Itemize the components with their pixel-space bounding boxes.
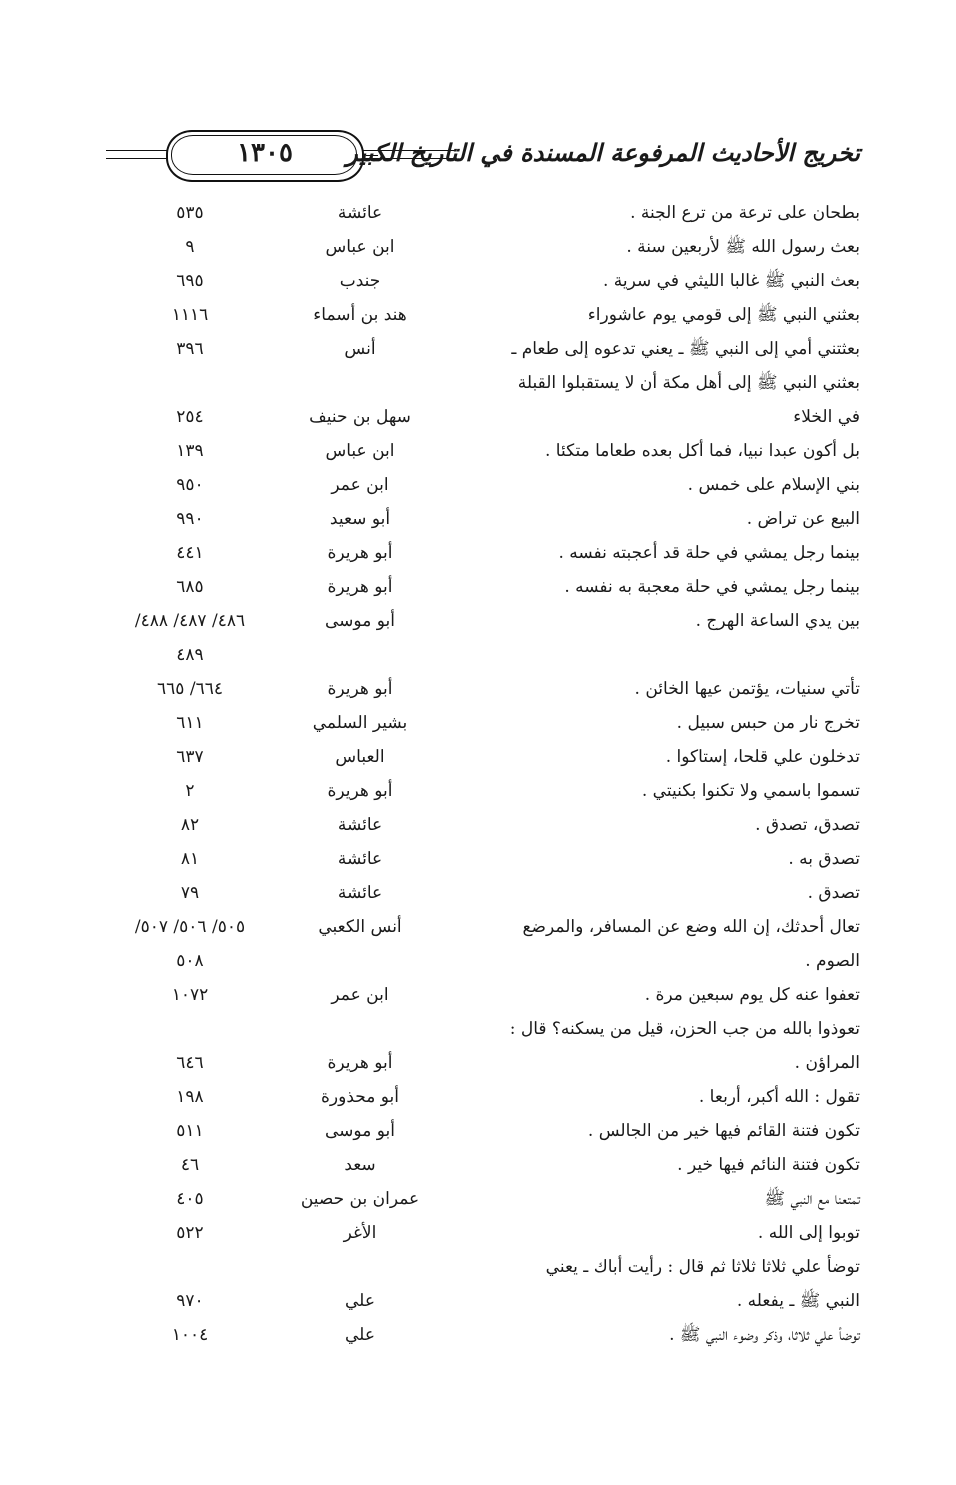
narrator-name: أبو هريرة — [327, 543, 393, 563]
narrator-name: ابن عمر — [331, 985, 389, 1005]
narrator-name: علي — [345, 1325, 375, 1345]
table-row — [100, 230, 860, 264]
narrator-name: عائشة — [337, 815, 383, 835]
hadith-reference-number: ٥١١ — [176, 1121, 204, 1141]
narrator-name: أبو هريرة — [327, 781, 393, 801]
hadith-reference-number: ١٠٧٢ — [171, 985, 209, 1005]
hadith-reference-number: ٩ — [185, 237, 195, 257]
table-row — [100, 1250, 860, 1284]
table-row — [100, 400, 860, 434]
table-row — [100, 1148, 860, 1182]
narrator-name: جندب — [339, 271, 381, 291]
table-row — [100, 1318, 860, 1352]
hadith-text: تكون فتنة القائم فيها خير من الجالس . — [587, 1121, 860, 1141]
table-row — [100, 298, 860, 332]
hadith-text: تصدق . — [807, 883, 860, 903]
hadith-reference-number: ٤٦ — [180, 1155, 200, 1175]
narrator-name: عائشة — [337, 883, 383, 903]
table-row — [100, 332, 860, 366]
table-row — [100, 1182, 860, 1216]
table-row — [100, 774, 860, 808]
hadith-reference-number: ٤٨٩ — [176, 645, 204, 665]
header-rule-left-top — [106, 150, 168, 151]
hadith-text: بني الإسلام على خمس . — [687, 475, 860, 495]
hadith-text: المراؤن . — [794, 1053, 860, 1073]
hadith-text: توضأ علي ثلاثا ثلاثا ثم قال : رأيت أباك ـ يعني — [545, 1257, 860, 1277]
table-row — [100, 366, 860, 400]
table-row — [100, 1284, 860, 1318]
narrator-name: أبو سعيد — [329, 509, 391, 529]
table-row — [100, 536, 860, 570]
table-row — [100, 808, 860, 842]
hadith-text: بين يدي الساعة الهرج . — [695, 611, 860, 631]
table-row — [100, 672, 860, 706]
table-row — [100, 1080, 860, 1114]
table-row — [100, 944, 860, 978]
hadith-reference-number: ٣٩٦ — [176, 339, 204, 359]
hadith-text: بينما رجل يمشي في حلة معجبة به نفسه . — [564, 577, 860, 597]
hadith-text: بعثني النبي ﷺ إلى أهل مكة أن لا يستقبلوا القبلة — [517, 373, 860, 393]
narrator-name: العباس — [335, 747, 385, 767]
narrator-name: علي — [345, 1291, 375, 1311]
hadith-reference-number: ١٣٩ — [176, 441, 204, 461]
hadith-reference-number: ٢٥٤ — [176, 407, 204, 427]
hadith-text: النبي ﷺ ـ يفعله . — [736, 1291, 860, 1311]
hadith-text: تسموا باسمي ولا تكنوا بكنيتي . — [641, 781, 860, 801]
narrator-name: أبو موسى — [325, 611, 395, 631]
hadith-reference-number: ٨١ — [180, 849, 200, 869]
hadith-text: تصدق، تصدق . — [755, 815, 860, 835]
hadith-index-table — [100, 196, 860, 1352]
narrator-name: عائشة — [337, 203, 383, 223]
hadith-text: بطحان على ترعة من ترع الجنة . — [630, 203, 860, 223]
table-row — [100, 570, 860, 604]
table-row — [100, 196, 860, 230]
hadith-text: البيع عن تراض . — [746, 509, 860, 529]
hadith-reference-number: ٤٨٦/ ٤٨٧/ ٤٨٨/ — [134, 611, 246, 631]
hadith-text: تعفوا عنه كل يوم سبعين مرة . — [644, 985, 860, 1005]
table-row — [100, 842, 860, 876]
hadith-text: تدخلون علي قلحا، إستاكوا . — [665, 747, 860, 767]
hadith-reference-number: ٥٢٢ — [176, 1223, 204, 1243]
hadith-text: تعوذوا بالله من جب الحزن، قيل من يسكنه؟ قال : — [509, 1019, 860, 1039]
hadith-text: بعث النبي ﷺ غالبا الليثي في سرية . — [602, 271, 860, 291]
narrator-name: سعد — [344, 1155, 376, 1175]
hadith-text: بينما رجل يمشي في حلة قد أعجبته نفسه . — [558, 543, 860, 563]
table-row — [100, 502, 860, 536]
narrator-name: الأغر — [343, 1223, 377, 1243]
hadith-text: تمتعنا مع النبي ﷺ — [764, 1189, 860, 1209]
narrator-name: أبو هريرة — [327, 1053, 393, 1073]
hadith-reference-number: ٦٨٥ — [176, 577, 204, 597]
page-number-badge — [166, 130, 364, 182]
table-row — [100, 604, 860, 638]
running-title: تخريج الأحاديث المرفوعة المسندة في التاريخ الكبير — [346, 138, 860, 167]
narrator-name: أبو موسى — [325, 1121, 395, 1141]
table-row — [100, 706, 860, 740]
hadith-reference-number: ٥٠٨ — [176, 951, 204, 971]
hadith-text: بعثتني أمي إلى النبي ﷺ ـ يعني تدعوه إلى طعام ـ — [511, 339, 860, 359]
hadith-text: توبوا إلى الله . — [757, 1223, 860, 1243]
narrator-name: أبو هريرة — [327, 577, 393, 597]
narrator-name: أبو هريرة — [327, 679, 393, 699]
table-row — [100, 468, 860, 502]
hadith-text: بعث رسول الله ﷺ لأربعين سنة . — [626, 237, 860, 257]
hadith-text: الصوم . — [805, 951, 860, 971]
narrator-name: بشير السلمي — [312, 713, 408, 733]
table-row — [100, 910, 860, 944]
hadith-reference-number: ٩٩٠ — [176, 509, 204, 529]
narrator-name: عائشة — [337, 849, 383, 869]
hadith-reference-number: ١١١٦ — [171, 305, 209, 325]
table-row — [100, 434, 860, 468]
hadith-reference-number: ٥٣٥ — [176, 203, 204, 223]
hadith-text: بعثني النبي ﷺ إلى قومي يوم عاشوراء — [587, 305, 860, 325]
narrator-name: ابن عباس — [325, 441, 395, 461]
hadith-text: تصدق به . — [788, 849, 860, 869]
hadith-reference-number: ٨٢ — [180, 815, 200, 835]
table-row — [100, 876, 860, 910]
hadith-reference-number: ٩٧٠ — [176, 1291, 204, 1311]
hadith-reference-number: ٦١١ — [176, 713, 204, 733]
narrator-name: هند بن أسماء — [313, 305, 407, 325]
hadith-reference-number: ٤٠٥ — [176, 1189, 204, 1209]
table-row — [100, 638, 860, 672]
hadith-reference-number: ٦٣٧ — [176, 747, 204, 767]
hadith-reference-number: ٦٩٥ — [176, 271, 204, 291]
table-row — [100, 1012, 860, 1046]
table-row — [100, 1114, 860, 1148]
hadith-reference-number: ٩٥٠ — [176, 475, 204, 495]
table-row — [100, 1216, 860, 1250]
hadith-reference-number: ٦٤٦ — [176, 1053, 204, 1073]
narrator-name: أنس — [344, 339, 376, 359]
narrator-name: سهل بن حنيف — [309, 407, 411, 427]
hadith-text: بل أكون عبدا نبيا، فما أكل بعده طعاما متكئا . — [544, 441, 860, 461]
hadith-reference-number: ٧٩ — [180, 883, 200, 903]
hadith-reference-number: ١٠٠٤ — [171, 1325, 209, 1345]
hadith-text: تعال أحدثك، إن الله وضع عن المسافر، والمرضع — [522, 917, 860, 937]
narrator-name: أبو محذورة — [321, 1087, 399, 1107]
hadith-reference-number: ٢ — [185, 781, 195, 801]
hadith-text: تخرج نار من حبس سبيل . — [676, 713, 860, 733]
header-rule-left-bottom — [106, 158, 168, 159]
narrator-name: أنس الكعبي — [318, 917, 402, 937]
hadith-reference-number: ٥٠٥/ ٥٠٦/ ٥٠٧/ — [134, 917, 246, 937]
page-header — [100, 128, 860, 188]
hadith-text: تكون فتنة النائم فيها خير . — [677, 1155, 860, 1175]
hadith-text: في الخلاء — [793, 407, 860, 427]
hadith-text: تقول : الله أكبر، أربعا . — [698, 1087, 860, 1107]
table-row — [100, 1046, 860, 1080]
table-row — [100, 264, 860, 298]
hadith-reference-number: ٤٤١ — [176, 543, 204, 563]
table-row — [100, 978, 860, 1012]
narrator-name: ابن عباس — [325, 237, 395, 257]
narrator-name: ابن عمر — [331, 475, 389, 495]
page-number: ١٣٠٥ — [237, 138, 293, 168]
hadith-text: توضأ علي ثلاثا، وذكر وضوء النبي ﷺ . — [669, 1325, 860, 1345]
hadith-reference-number: ١٩٨ — [176, 1087, 204, 1107]
narrator-name: عمران بن حصين — [300, 1189, 420, 1209]
hadith-text: تأتي سنيات، يؤتمن عيها الخائن . — [634, 679, 860, 699]
hadith-reference-number: ٦٦٤/ ٦٦٥ — [157, 679, 223, 699]
table-row — [100, 740, 860, 774]
